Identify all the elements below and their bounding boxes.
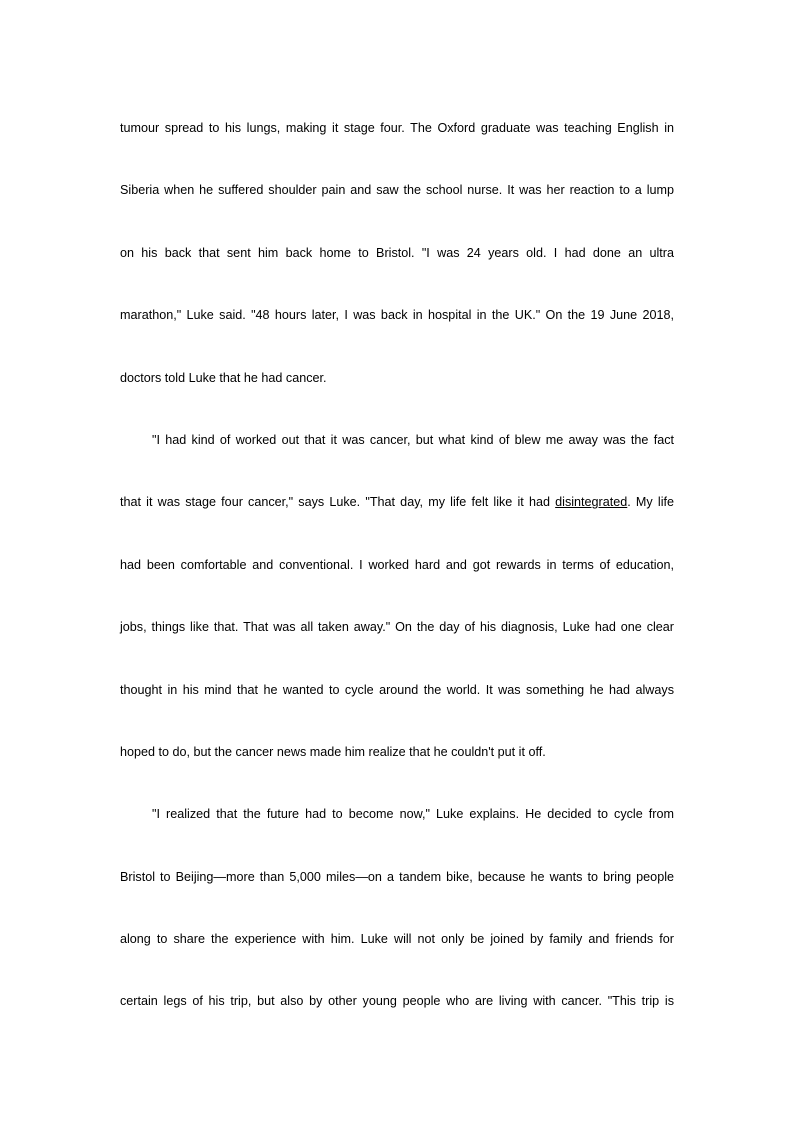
text-line: on his back that sent him back home to Bristol. "I was 24 years old. I had done an ultra [120, 245, 674, 260]
text-line: Bristol to Beijing—more than 5,000 miles—on a tandem bike, because he wants to bring people [120, 869, 674, 884]
text-line: marathon," Luke said. "48 hours later, I was back in hospital in the UK." On the 19 June 2018, [120, 308, 674, 323]
underlined-word: disintegrated [555, 495, 628, 510]
text-line: tumour spread to his lungs, making it stage four. The Oxford graduate was teaching English in [120, 121, 674, 135]
text-line [120, 489, 674, 551]
text-line: jobs, things like that. That was all taken away." On the day of his diagnosis, Luke had one clear [120, 620, 674, 635]
text-line: Siberia when he suffered shoulder pain and saw the school nurse. It was her reaction to a lump [120, 183, 674, 198]
body-text [120, 115, 674, 1051]
paragraph-first-line: "I had kind of worked out that it was cancer, but what kind of blew me away was the fact [152, 432, 674, 447]
text-line: along to share the experience with him. Luke will not only be joined by family and friends for [120, 932, 674, 947]
text-segment: . My life [627, 495, 674, 510]
text-line: had been comfortable and conventional. I worked hard and got rewards in terms of education, [120, 557, 674, 572]
paragraph-first-line: "I realized that the future had to become now," Luke explains. He decided to cycle from [152, 807, 674, 822]
text-line: certain legs of his trip, but also by other young people who are living with cancer. "This trip is [120, 994, 674, 1009]
text-segment: that it was stage four cancer," says Luke. "That day, my life felt like it had [120, 495, 556, 510]
paragraph-last-line: hoped to do, but the cancer news made him realize that he couldn't put it off. [120, 744, 546, 759]
paragraph-last-line: doctors told Luke that he had cancer. [120, 370, 327, 385]
text-line: thought in his mind that he wanted to cycle around the world. It was something he had always [120, 682, 674, 697]
